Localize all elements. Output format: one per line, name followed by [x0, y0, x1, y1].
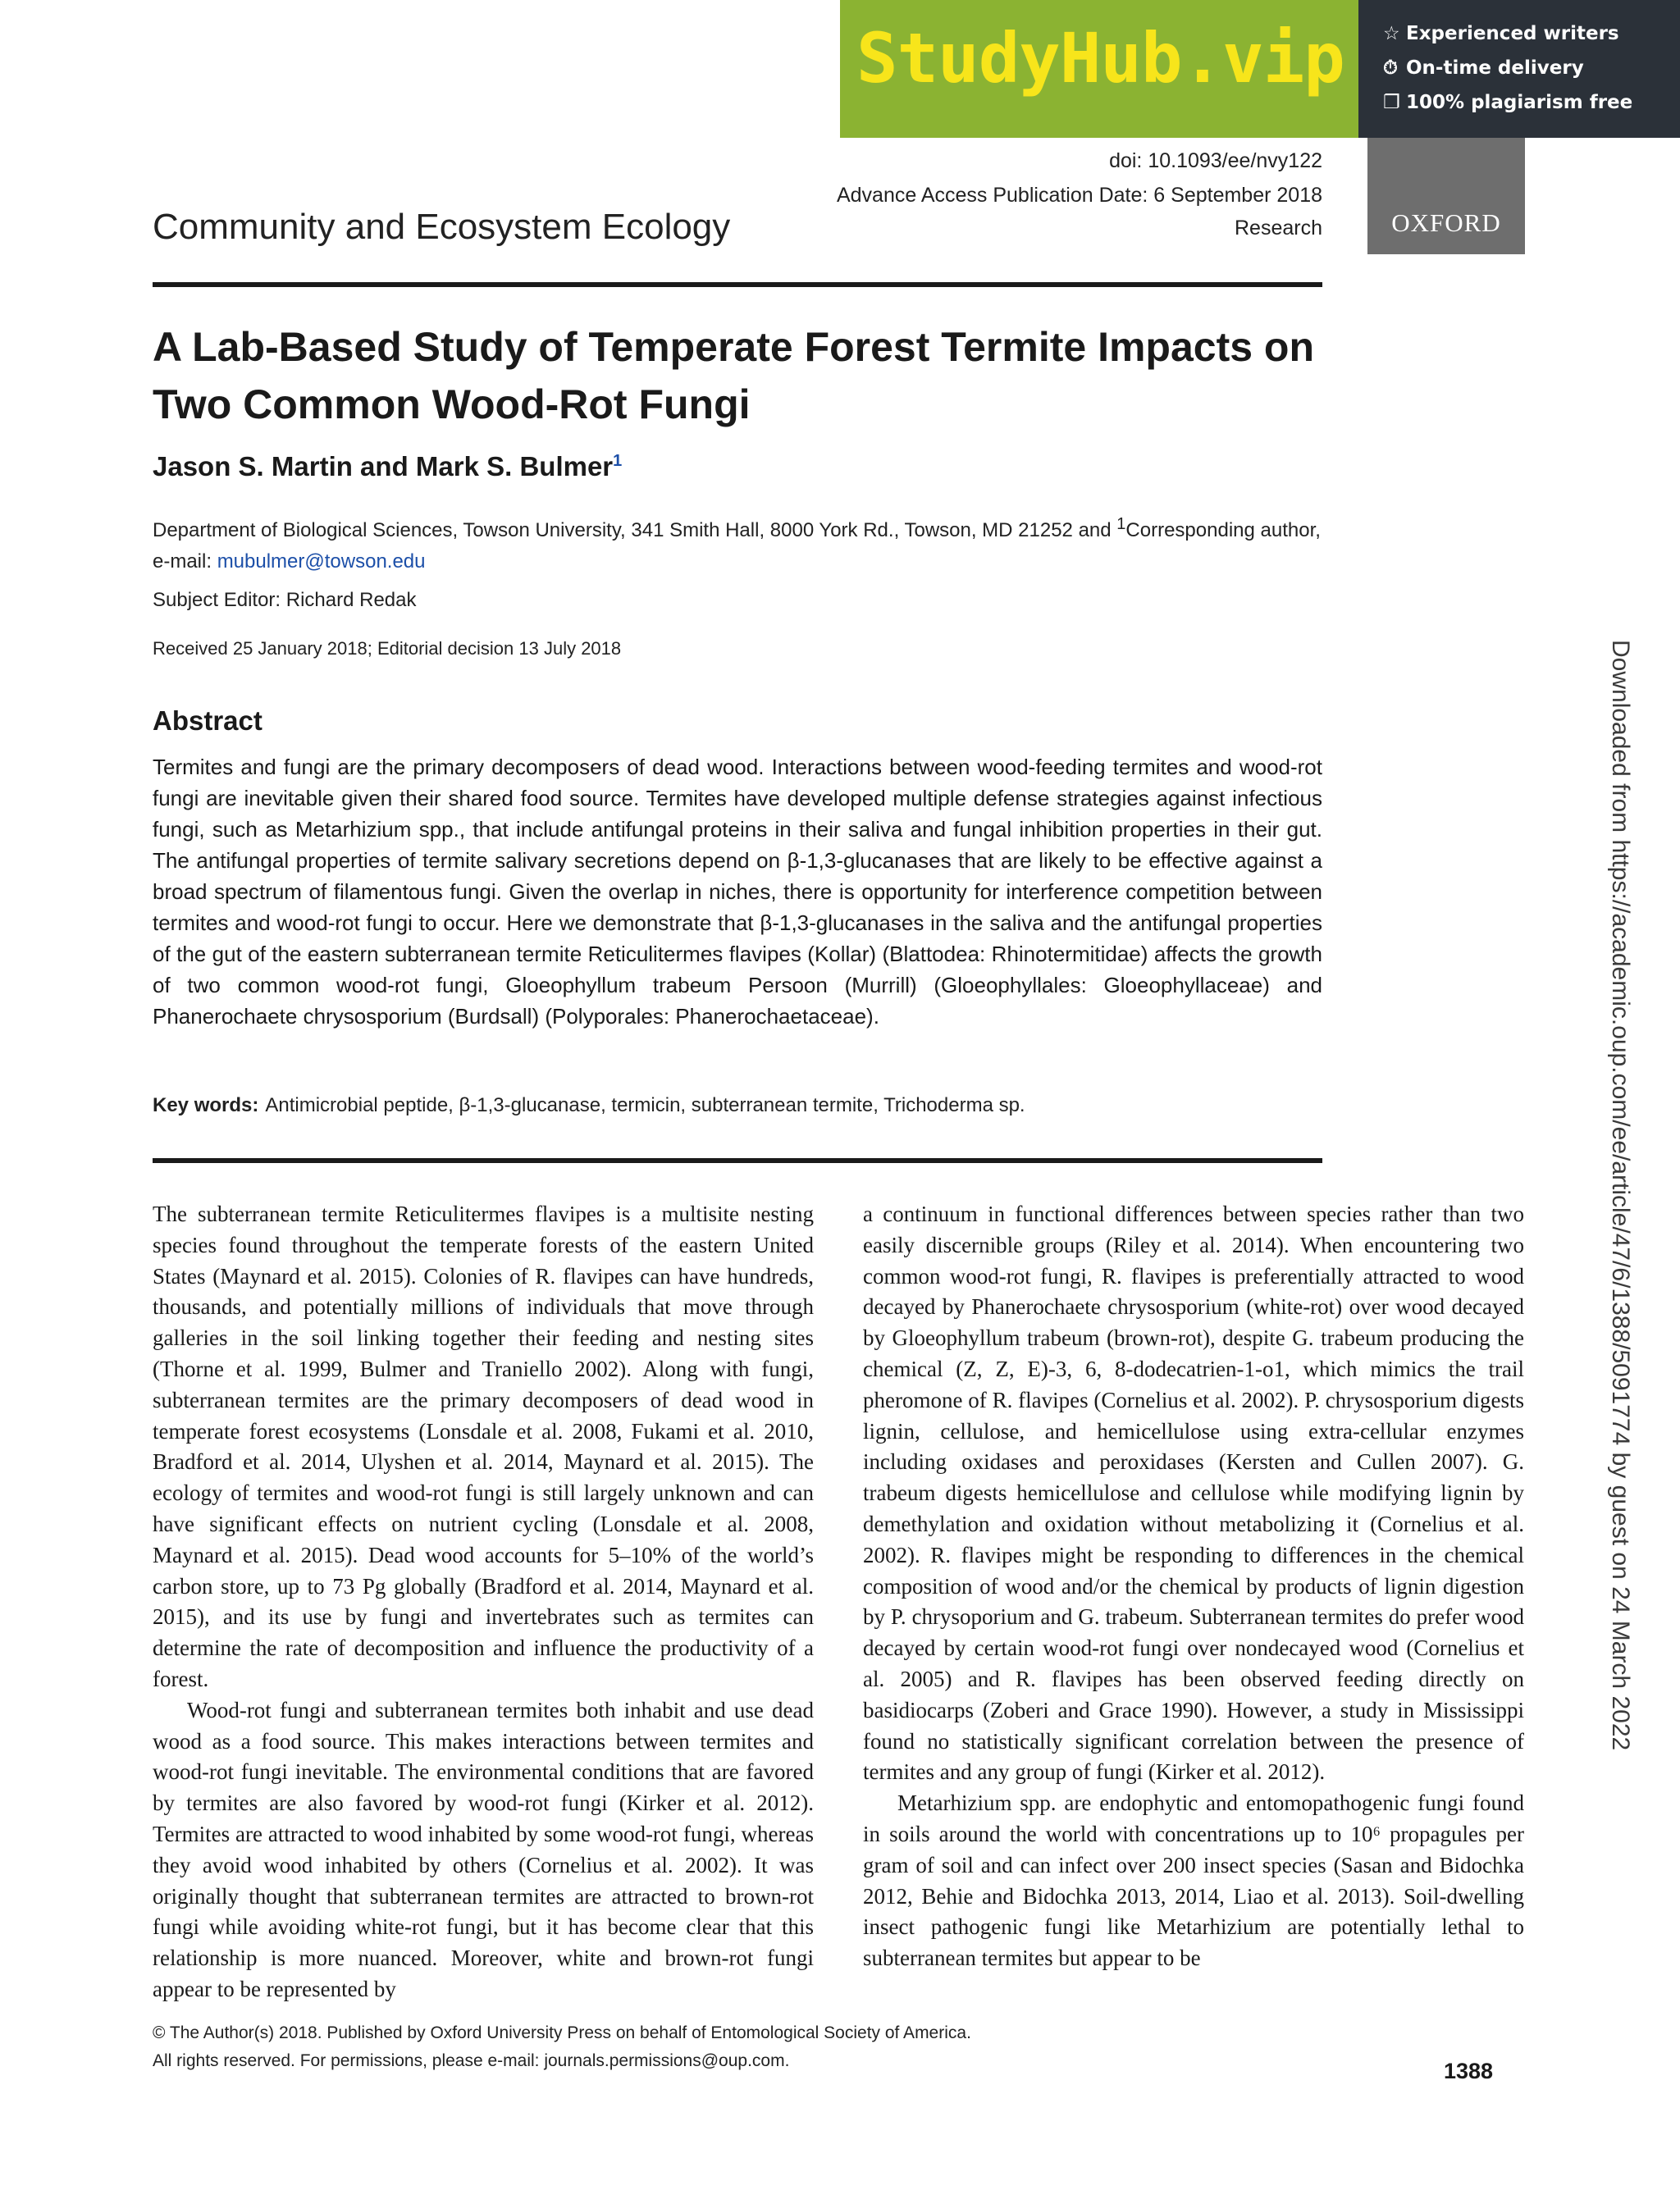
oxford-logo: OXFORD	[1367, 138, 1525, 254]
body-column-left	[153, 1199, 814, 2005]
journal-section: Community and Ecosystem Ecology	[153, 207, 731, 247]
feature-plagiarism-free: ❐ 100% plagiarism free	[1383, 92, 1633, 113]
page-number: 1388	[1444, 2059, 1494, 2083]
studyhub-banner[interactable]	[840, 0, 1680, 138]
studyhub-logo: StudyHub.vip	[856, 18, 1344, 98]
abstract-rule	[153, 1158, 1322, 1163]
received-dates: Received 25 January 2018; Editorial decision 13 July 2018	[153, 638, 622, 659]
affiliation: Department of Biological Sciences, Towson University, 341 Smith Hall, 8000 York Rd., Towson, MD 21252 and $^1$Corresponding author, e-mail: mubulmer@towson.edu	[153, 515, 1321, 573]
clock-icon: ⏱	[1383, 57, 1398, 79]
publication-date: Advance Access Publication Date: 6 September 2018	[836, 184, 1322, 207]
download-watermark: Downloaded from https://academic.oup.com/ee/article/47/6/1388/5091774 by guest on 24 March 2022	[1607, 640, 1634, 1751]
copyright-notice: © The Author(s) 2018. Published by Oxford University Press on behalf of Entomological Society of America. All rights reserved. For permissions, please e-mail: journals.permissions@oup.com.	[153, 2023, 971, 2070]
paragraph: The subterranean termite Reticulitermes flavipes is a multisite nesting species found throughout the temperate forests of the eastern United States (Maynard et al. 2015). Colonies of R. flavipes can have hundreds, thousands, and potentially millions of individuals that move through galleries in the soil linking together their feeding and nesting sites (Thorne et al. 1999, Bulmer and Traniello 2002). Along with fungi, subterranean termites are the primary decomposers of dead wood in temperate forest ecosystems (Lonsdale et al. 2008, Fukami et al. 2010, Bradford et al. 2014, Ulyshen et al. 2014, Maynard et al. 2015). The ecology of termites and wood-rot fungi is still largely unknown and can have significant effects on nutrient cycling (Lonsdale et al. 2008, Maynard et al. 2015). Dead wood accounts for 5–10% of the world’s carbon store, up to 73 Pg globally (Bradford et al. 2014, Maynard et al. 2015), and its use by fungi and invertebrates such as termites can determine the rate of decomposition and influence the productivity of a forest.	[153, 1202, 814, 1691]
banner-logo-panel	[840, 0, 1358, 138]
body-column-right	[863, 1199, 1524, 1974]
keywords-label: Key words:	[153, 1094, 259, 1116]
article-type: Research	[1235, 217, 1322, 240]
keywords: Key words: Antimicrobial peptide, β-1,3-glucanase, termicin, subterranean termite, Trichoderma sp.	[153, 1094, 1025, 1116]
abstract-heading: Abstract	[153, 705, 262, 736]
document-check-icon: ❐	[1383, 92, 1400, 113]
author-superscript: 1	[613, 452, 623, 470]
paragraph: Metarhizium spp. are endophytic and entomopathogenic fungi found in soils around the world with concentrations up to 10⁶ propagules per gram of soil and can infect over 200 insect species (Sasan and Bidochka 2012, Behie and Bidochka 2013, 2014, Liao et al. 2013). Soil-dwelling insect pathogenic fungi like Metarhizium are potentially lethal to subterranean termites but appear to be	[863, 1791, 1524, 1971]
email-link[interactable]: mubulmer@towson.edu	[217, 550, 426, 573]
header-rule	[153, 282, 1322, 287]
feature-on-time-delivery: ⏱ On-time delivery	[1383, 57, 1584, 79]
subject-editor: Subject Editor: Richard Redak	[153, 589, 417, 611]
paragraph: a continuum in functional differences between species rather than two easily discernible groups (Riley et al. 2014). When encountering two common wood-rot fungi, R. flavipes is preferentially attracted to wood decayed by Phanerochaete chrysosporium (white-rot) over wood decayed by Gloeophyllum trabeum (brown-rot), despite G. trabeum producing the chemical (Z, Z, E)-3, 6, 8-dodecatrien-1-o1, which mimics the trail pheromone of R. flavipes (Cornelius et al. 2002). P. chrysosporium digests lignin, cellulose, and hemicellulose using extra-cellular enzymes including oxidases and peroxidases (Kersten and Cullen 2007). G. trabeum digests hemicellulose and cellulose while modifying lignin by demethylation and oxidation without metabolizing it (Cornelius et al. 2002). R. flavipes might be responding to differences in the chemical composition of wood and/or the chemical by products of lignin digestion by P. chrysoporium and G. trabeum. Subterranean termites do prefer wood decayed by certain wood-rot fungi over nondecayed wood (Cornelius et al. 2005) and R. flavipes has been observed feeding directly on basidiocarps (Zoberi and Grace 1990). However, a study in Mississippi found no statistically significant correlation between the presence of termites and any group of fungi (Kirker et al. 2012).	[863, 1202, 1524, 1785]
star-icon: ☆	[1383, 23, 1400, 44]
article-title: A Lab-Based Study of Temperate Forest Termite Impacts on Two Common Wood-Rot Fungi	[153, 324, 1315, 427]
paragraph: Wood-rot fungi and subterranean termites both inhabit and use dead wood as a food source. This makes interactions between termites and wood-rot fungi inevitable. The environmental conditions that are favored by termites are also favored by wood-rot fungi (Kirker et al. 2012). Termites are attracted to wood inhabited by some wood-rot fungi, whereas they avoid wood inhabited by others (Cornelius et al. 2002). It was originally thought that subterranean termites are attracted to brown-rot fungi while avoiding white-rot fungi, but it has become clear that this relationship is more nuanced. Moreover, white and brown-rot fungi appear to be represented by	[153, 1697, 814, 2001]
feature-experienced-writers: ☆ Experienced writers	[1383, 23, 1619, 44]
authors: Jason S. Martin and Mark S. Bulmer$^1$	[153, 451, 623, 481]
doi: doi: 10.1093/ee/nvy122	[1109, 149, 1322, 172]
banner-features-panel	[1358, 0, 1680, 138]
abstract-text: Termites and fungi are the primary decomposers of dead wood. Interactions between wood-feeding termites and wood-rot fungi are inevitable given their shared food source. Termites have developed multiple defense strategies against infectious fungi, such as Metarhizium spp., that include antifungal proteins in their saliva and fungal inhibition properties in their gut. The antifungal properties of termite salivary secretions depend on β-1,3-glucanases that are likely to be effective against a broad spectrum of filamentous fungi. Given the overlap in niches, there is opportunity for interference competition between termites and wood-rot fungi to occur. Here we demonstrate that β-1,3-glucanases in the saliva and the antifungal properties of the gut of the eastern subterranean termite Reticulitermes flavipes (Kollar) (Blattodea: Rhinotermitidae) affects the growth of two common wood-rot fungi, Gloeophyllum trabeum Persoon (Murrill) (Gloeophyllales: Gloeophyllaceae) and Phanerochaete chrysosporium (Burdsall) (Polyporales: Phanerochaetaceae).	[153, 755, 1322, 1029]
